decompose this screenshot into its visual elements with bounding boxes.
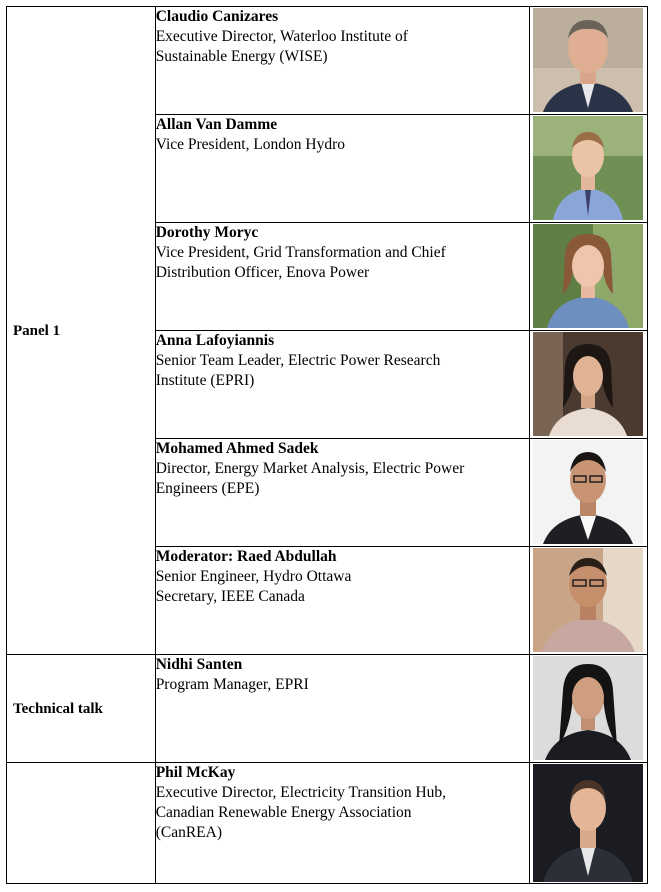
photo-cell (530, 223, 648, 331)
person-title: Engineers (EPE) (155, 480, 260, 497)
person-title: Senior Engineer, Hydro Ottawa (155, 568, 352, 585)
person-title: Vice President, Grid Transformation and Chief (155, 244, 446, 261)
person-cell (155, 331, 530, 439)
portrait-photo (533, 116, 643, 220)
person-cell (155, 547, 530, 655)
photo-cell (530, 547, 648, 655)
photo-cell (530, 763, 648, 884)
portrait-image (533, 8, 643, 112)
person-title: Secretary, IEEE Canada (155, 588, 305, 605)
portrait-photo (533, 764, 643, 882)
person-cell (155, 7, 530, 115)
person-cell (155, 763, 530, 884)
person-cell (155, 655, 530, 763)
portrait-image (533, 116, 643, 220)
person-cell (155, 115, 530, 223)
photo-cell (530, 115, 648, 223)
portrait-photo (533, 656, 643, 760)
person-title: Canadian Renewable Energy Association (155, 804, 412, 821)
table-row (7, 7, 648, 115)
person-name: Dorothy Moryc (155, 224, 259, 241)
person-name: Phil McKay (155, 764, 236, 781)
person-name: Moderator: Raed Abdullah (155, 548, 337, 565)
portrait-photo (533, 548, 643, 652)
person-title: Vice President, London Hydro (155, 136, 346, 153)
person-cell (155, 223, 530, 331)
person-title: Senior Team Leader, Electric Power Research (155, 352, 441, 369)
portrait-photo (533, 332, 643, 436)
portrait-photo (533, 440, 643, 544)
speakers-table (6, 6, 648, 884)
person-name: Allan Van Damme (155, 116, 278, 133)
section-cell-technical (7, 655, 156, 763)
portrait-image (533, 548, 643, 652)
person-title: (CanREA) (155, 824, 222, 841)
photo-cell (530, 7, 648, 115)
section-label: Technical talk (13, 700, 103, 717)
photo-cell (530, 331, 648, 439)
person-name: Mohamed Ahmed Sadek (155, 440, 319, 457)
person-title: Director, Energy Market Analysis, Electric Power (155, 460, 465, 477)
person-title: Sustainable Energy (WISE) (155, 48, 328, 65)
person-name: Nidhi Santen (155, 656, 243, 673)
portrait-image (533, 764, 643, 882)
person-title: Executive Director, Electricity Transition Hub, (155, 784, 447, 801)
photo-cell (530, 439, 648, 547)
portrait-image (533, 440, 643, 544)
portrait-image (533, 656, 643, 760)
person-name: Anna Lafoyiannis (155, 332, 275, 349)
person-cell (155, 439, 530, 547)
photo-cell (530, 655, 648, 763)
portrait-image (533, 332, 643, 436)
table-row (7, 763, 648, 884)
section-label: Panel 1 (13, 322, 61, 339)
person-title: Program Manager, EPRI (155, 676, 309, 693)
section-cell-panel1 (7, 7, 156, 655)
portrait-photo (533, 8, 643, 112)
person-title: Executive Director, Waterloo Institute of (155, 28, 408, 45)
portrait-photo (533, 224, 643, 328)
person-title: Institute (EPRI) (155, 372, 255, 389)
table-row (7, 655, 648, 763)
section-cell-empty (7, 763, 156, 884)
person-title: Distribution Officer, Enova Power (155, 264, 370, 281)
person-name: Claudio Canizares (155, 8, 279, 25)
portrait-image (533, 224, 643, 328)
